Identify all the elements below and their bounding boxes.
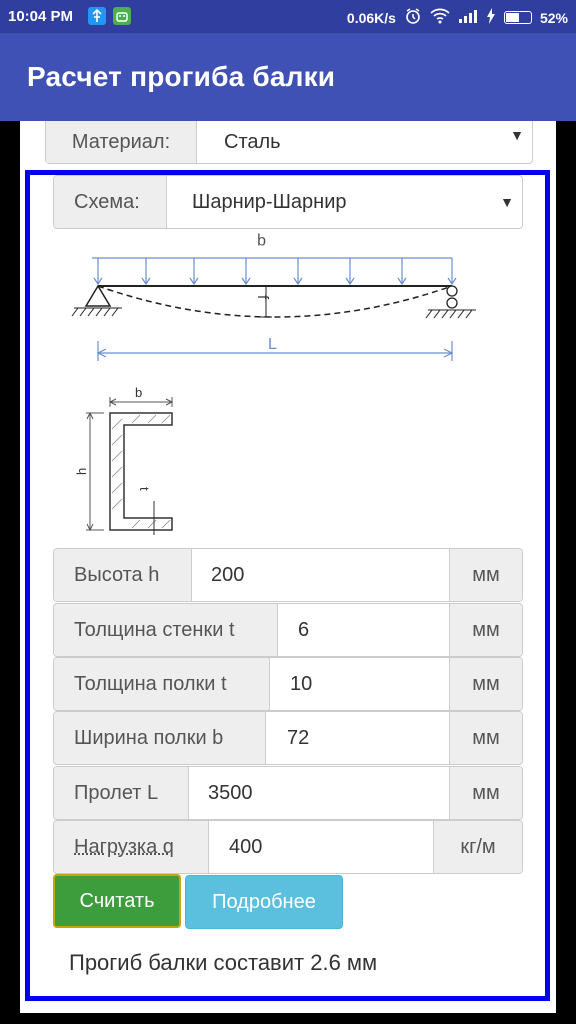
chevron-down-icon: ▼ xyxy=(500,194,514,210)
thickness-dimension xyxy=(148,501,160,535)
thickness-label: t xyxy=(137,487,152,491)
web-thickness-field-row xyxy=(53,603,523,657)
flange-thickness-field-row xyxy=(53,657,523,711)
flange-thickness-unit: мм xyxy=(449,658,522,710)
height-label: h xyxy=(74,467,89,475)
usb-icon xyxy=(88,7,106,25)
ground-hatch-right xyxy=(426,310,476,318)
flange-width-unit: мм xyxy=(449,712,522,764)
flange-width-input[interactable]: 72 xyxy=(287,726,310,749)
calculation-form xyxy=(25,170,550,1001)
flange-thickness-label: Толщина полки t xyxy=(54,658,270,710)
network-speed: 0.06K/s xyxy=(346,9,396,26)
web-thickness-unit: мм xyxy=(449,604,522,656)
height-label: Высота h xyxy=(54,549,192,601)
load-input[interactable]: 400 xyxy=(229,835,263,858)
status-right xyxy=(347,7,568,28)
width-label: b xyxy=(135,385,143,400)
flange-width-field-row xyxy=(53,711,523,765)
load-label-text[interactable]: Нагрузка q xyxy=(54,821,209,873)
battery-icon xyxy=(504,11,532,24)
deflection-label: f xyxy=(254,295,271,300)
span-label: L xyxy=(268,336,277,353)
details-button[interactable]: Подробнее xyxy=(185,875,343,929)
load-label: q xyxy=(257,233,266,250)
roller-support xyxy=(447,286,457,308)
pin-support xyxy=(86,286,110,306)
span-field-row xyxy=(53,766,523,820)
beam-diagram xyxy=(60,233,500,383)
material-value: Сталь xyxy=(224,130,281,153)
app-bar xyxy=(0,33,576,121)
web-thickness-label: Толщина стенки t xyxy=(54,604,278,656)
deflection-curve xyxy=(98,286,452,317)
flange-thickness-input[interactable]: 10 xyxy=(290,672,313,695)
scheme-label: Схема: xyxy=(54,176,167,228)
material-select[interactable] xyxy=(45,121,533,164)
scheme-value: Шарнир-Шарнир xyxy=(192,190,347,213)
battery-percent: 52% xyxy=(539,9,568,26)
height-unit: мм xyxy=(449,549,522,601)
span-input[interactable]: 3500 xyxy=(208,781,253,804)
distributed-load-arrows xyxy=(92,258,456,284)
channel-profile xyxy=(110,413,172,530)
flange-width-label: Ширина полки b xyxy=(54,712,266,764)
status-time: 10:04 PM xyxy=(8,8,74,25)
alarm-icon xyxy=(404,7,422,28)
load-field-row xyxy=(53,820,523,874)
status-bar xyxy=(0,0,576,33)
wifi-icon xyxy=(430,8,450,27)
signal-icon xyxy=(458,9,478,26)
load-unit: кг/м xyxy=(433,821,522,873)
ground-hatch-left xyxy=(72,308,122,316)
deflection-dimension xyxy=(260,285,272,317)
charging-icon xyxy=(486,8,496,27)
scheme-select[interactable] xyxy=(53,175,523,229)
channel-section-diagram xyxy=(68,385,188,545)
web-thickness-input[interactable]: 6 xyxy=(298,618,310,641)
result-text: Прогиб балки составит 2.6 мм xyxy=(69,950,378,975)
app-title: Расчет прогиба балки xyxy=(27,61,336,92)
material-label: Материал: xyxy=(46,121,197,163)
page-content xyxy=(20,121,556,1013)
height-field-row xyxy=(53,548,523,602)
chevron-down-icon: ▼ xyxy=(510,127,524,143)
android-icon xyxy=(113,7,131,25)
span-label-text: Пролет L xyxy=(54,767,189,819)
span-unit: мм xyxy=(449,767,522,819)
calculate-button[interactable]: Считать xyxy=(53,874,181,928)
height-input[interactable]: 200 xyxy=(211,563,245,586)
